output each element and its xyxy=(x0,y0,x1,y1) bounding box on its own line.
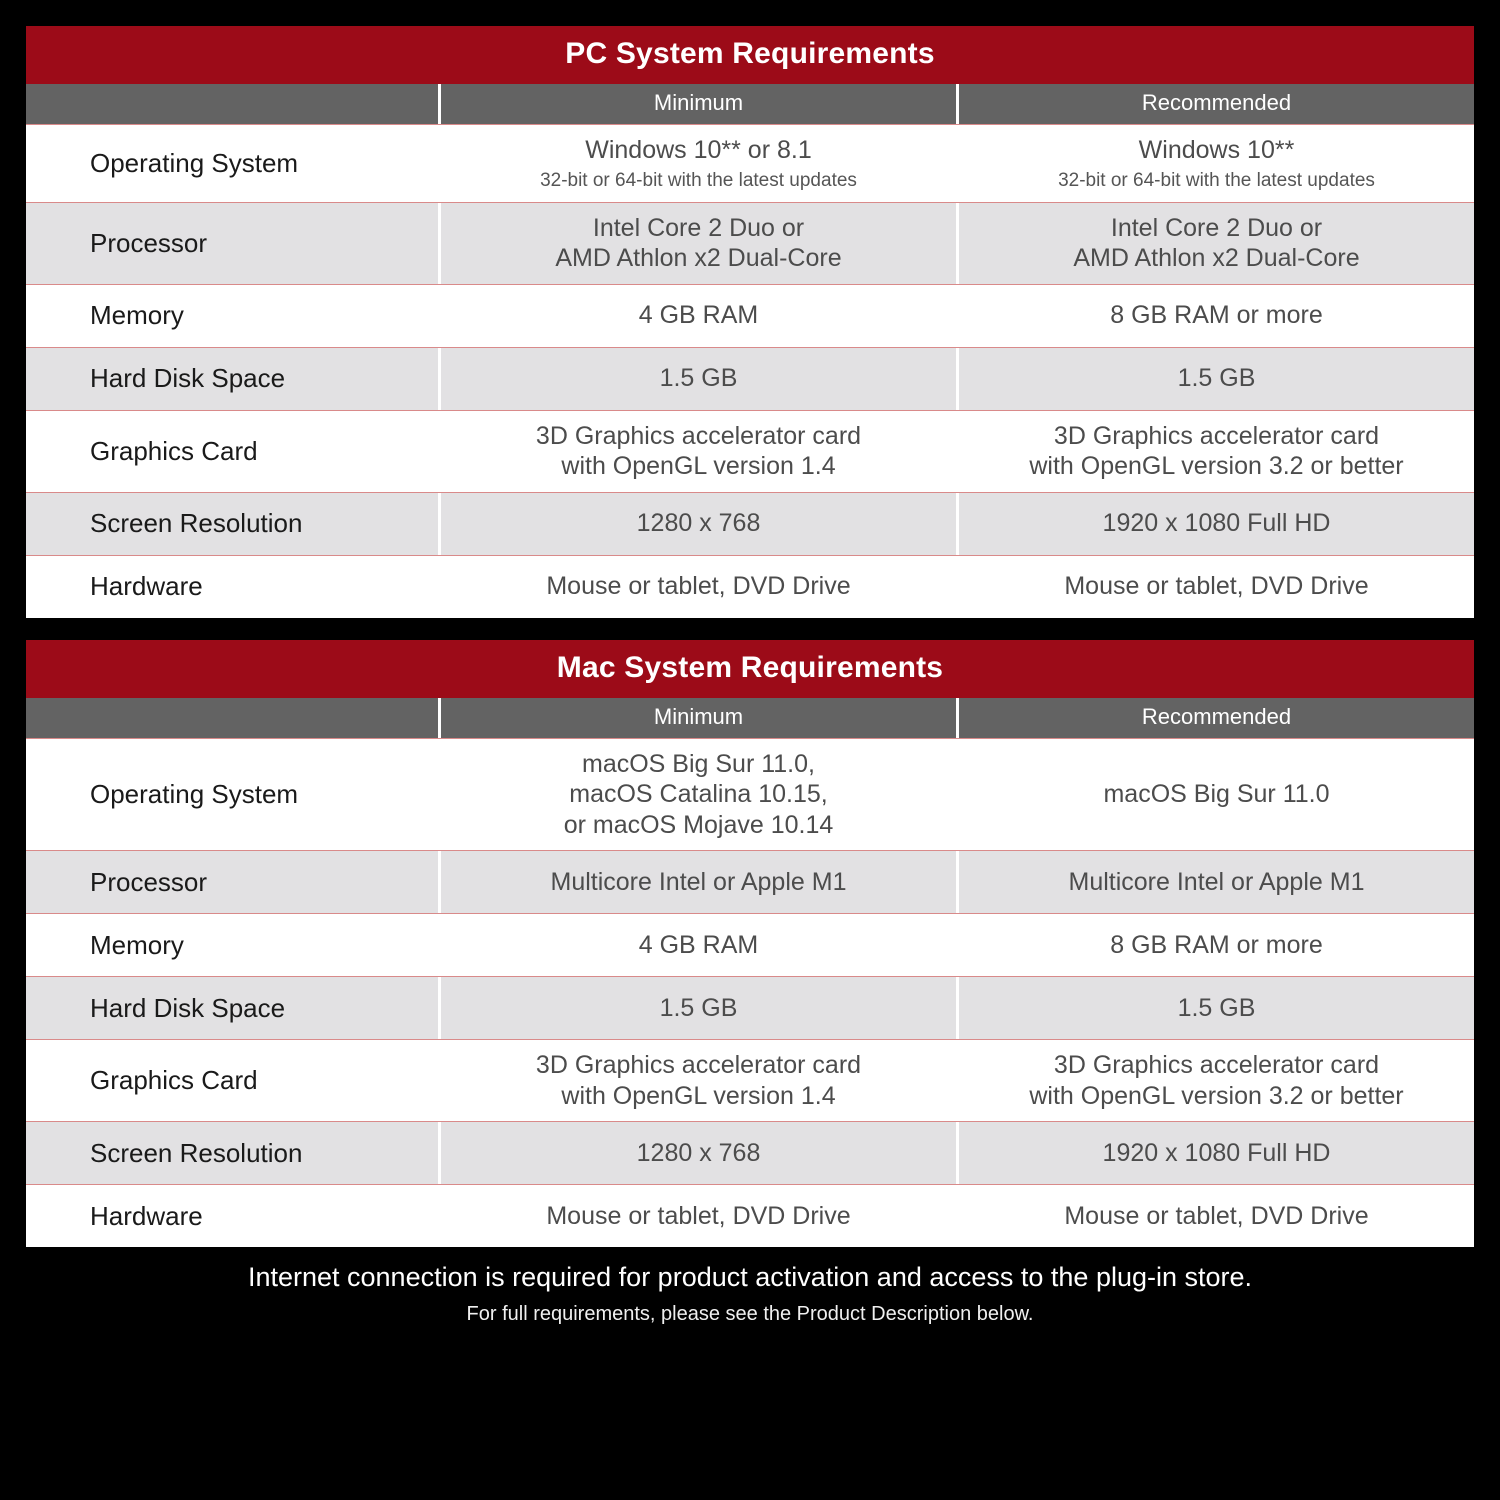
row-recommended: 1920 x 1080 Full HD xyxy=(956,1122,1474,1184)
row-label: Memory xyxy=(90,929,184,960)
row-recommended: 8 GB RAM or more xyxy=(956,914,1474,976)
row-label: Hardware xyxy=(90,571,203,601)
row-minimum xyxy=(438,411,956,492)
row-label: Processor xyxy=(90,866,208,897)
table-row xyxy=(26,976,1474,1039)
row-recommended xyxy=(956,1040,1474,1121)
row-minimum xyxy=(438,125,956,202)
row-minimum: 4 GB RAM xyxy=(438,914,956,976)
row-minimum-sub: 32-bit or 64-bit with the latest updates xyxy=(540,169,857,191)
pc-header-minimum: Minimum xyxy=(438,84,956,124)
row-minimum-line: macOS Catalina 10.15, xyxy=(569,780,828,808)
row-recommended-line: Intel Core 2 Duo or xyxy=(1110,213,1323,242)
row-minimum-line: Intel Core 2 Duo or xyxy=(592,213,805,242)
mac-table-column-headers xyxy=(26,698,1474,738)
row-recommended-line: with OpenGL version 3.2 or better xyxy=(1029,1081,1404,1110)
row-minimum xyxy=(438,1040,956,1121)
row-label: Processor xyxy=(90,227,208,258)
row-minimum-line: macOS Big Sur 11.0, xyxy=(582,749,815,778)
row-minimum: Multicore Intel or Apple M1 xyxy=(438,851,956,913)
pc-table-title: PC System Requirements xyxy=(26,26,1474,84)
row-minimum: Mouse or tablet, DVD Drive xyxy=(438,1185,956,1247)
footer-note xyxy=(26,1247,1474,1326)
row-label: Hard Disk Space xyxy=(90,992,286,1023)
pc-header-spacer xyxy=(26,84,438,124)
row-minimum: 1280 x 768 xyxy=(438,1122,956,1184)
table-row xyxy=(26,492,1474,555)
row-label: Hard Disk Space xyxy=(90,363,286,393)
table-row xyxy=(26,124,1474,202)
table-row xyxy=(26,1039,1474,1121)
row-minimum-line: 3D Graphics accelerator card xyxy=(535,421,862,450)
pc-requirements-table xyxy=(26,26,1474,618)
row-minimum: 1.5 GB xyxy=(438,977,956,1039)
row-recommended: 1.5 GB xyxy=(956,348,1474,410)
table-row xyxy=(26,202,1474,284)
table-row xyxy=(26,347,1474,410)
row-recommended: Mouse or tablet, DVD Drive xyxy=(956,556,1474,618)
row-minimum: 1.5 GB xyxy=(438,348,956,410)
row-minimum xyxy=(438,203,956,284)
mac-requirements-table xyxy=(26,640,1474,1248)
row-label: Graphics Card xyxy=(90,1065,258,1095)
row-minimum: 4 GB RAM xyxy=(438,285,956,347)
mac-table-title: Mac System Requirements xyxy=(26,640,1474,698)
mac-header-spacer xyxy=(26,698,438,738)
row-recommended: 8 GB RAM or more xyxy=(956,285,1474,347)
pc-header-recommended: Recommended xyxy=(956,84,1474,124)
row-label: Memory xyxy=(90,300,184,330)
footer-sub-text: For full requirements, please see the Product Description below. xyxy=(466,1303,1034,1326)
mac-header-minimum: Minimum xyxy=(438,698,956,738)
table-row xyxy=(26,913,1474,976)
table-row xyxy=(26,555,1474,618)
row-label: Operating System xyxy=(90,147,299,178)
row-recommended: 1920 x 1080 Full HD xyxy=(956,493,1474,555)
section-divider xyxy=(26,618,1474,640)
row-minimum: Mouse or tablet, DVD Drive xyxy=(438,556,956,618)
row-recommended-line: Windows 10** xyxy=(1138,136,1295,164)
row-recommended: Mouse or tablet, DVD Drive xyxy=(956,1185,1474,1247)
row-minimum-line: with OpenGL version 1.4 xyxy=(561,452,836,480)
row-recommended: 1.5 GB xyxy=(956,977,1474,1039)
row-recommended-line: 3D Graphics accelerator card xyxy=(1053,421,1380,450)
row-minimum: 1280 x 768 xyxy=(438,493,956,555)
table-row xyxy=(26,284,1474,347)
row-minimum-line: Windows 10** or 8.1 xyxy=(585,136,812,164)
row-recommended: macOS Big Sur 11.0 xyxy=(956,739,1474,851)
row-recommended xyxy=(956,203,1474,284)
row-recommended xyxy=(956,411,1474,492)
footer-main-text: Internet connection is required for product activation and access to the plug-in store. xyxy=(247,1262,1253,1292)
row-minimum xyxy=(438,739,956,851)
row-minimum-line: 3D Graphics accelerator card xyxy=(535,1051,862,1079)
row-label: Screen Resolution xyxy=(90,508,303,538)
row-recommended-line: 3D Graphics accelerator card xyxy=(1053,1051,1380,1079)
row-recommended-line: with OpenGL version 3.2 or better xyxy=(1029,452,1404,480)
row-label: Operating System xyxy=(90,778,299,809)
table-row xyxy=(26,1121,1474,1184)
mac-header-recommended: Recommended xyxy=(956,698,1474,738)
row-minimum-line: with OpenGL version 1.4 xyxy=(561,1081,836,1110)
pc-table-column-headers xyxy=(26,84,1474,124)
row-recommended-sub: 32-bit or 64-bit with the latest updates xyxy=(1058,169,1375,191)
table-row xyxy=(26,850,1474,913)
row-label: Graphics Card xyxy=(90,435,258,466)
row-label: Hardware xyxy=(90,1200,203,1231)
row-recommended-line: AMD Athlon x2 Dual-Core xyxy=(1073,244,1360,272)
row-recommended: Multicore Intel or Apple M1 xyxy=(956,851,1474,913)
row-minimum-line: AMD Athlon x2 Dual-Core xyxy=(555,244,842,272)
row-label: Screen Resolution xyxy=(90,1137,303,1168)
table-row xyxy=(26,738,1474,851)
table-row xyxy=(26,1184,1474,1247)
row-recommended xyxy=(956,125,1474,202)
table-row xyxy=(26,410,1474,492)
row-minimum-line: or macOS Mojave 10.14 xyxy=(563,810,834,839)
